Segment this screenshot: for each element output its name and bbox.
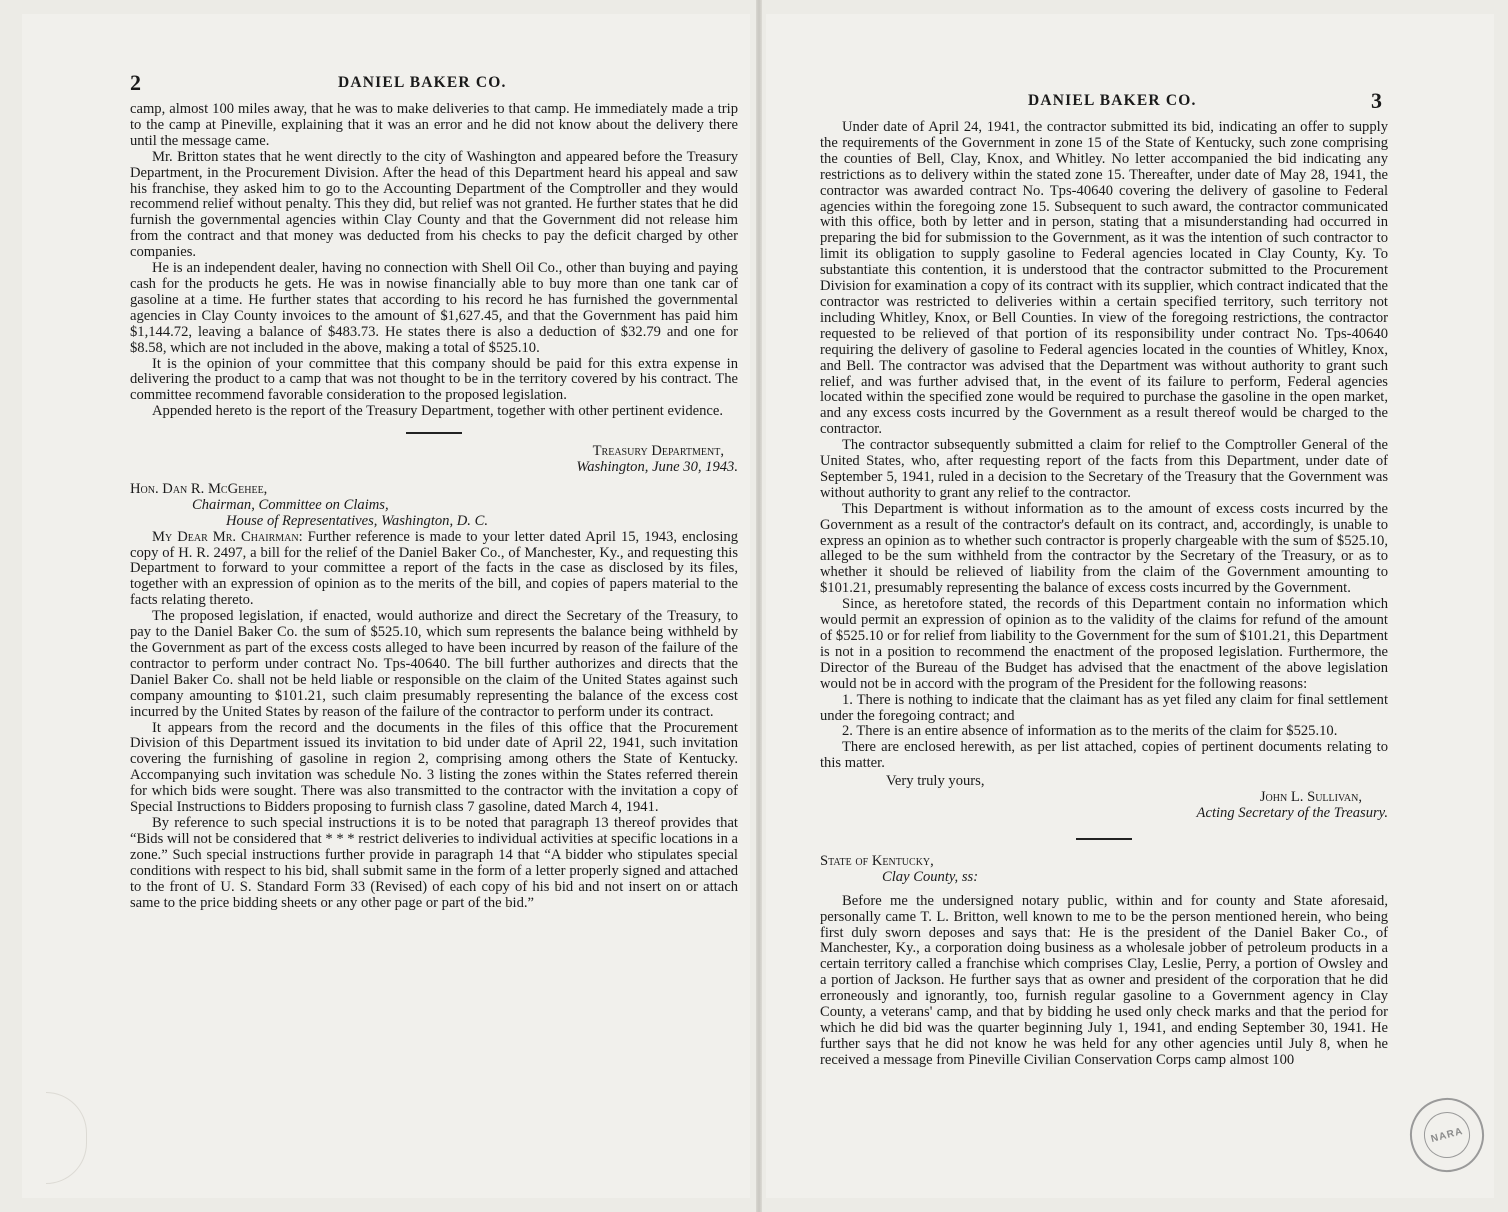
archive-seal-inner: NARA (1419, 1107, 1475, 1163)
paragraph: Since, as heretofore stated, the records of this Department contain no information which would permit an expression of opinion as to the validity of the claims for refund of the amount of $525.10 or for relief from liability to the Government for the sum of $101.21, this Department is not in a position to recommend the enactment of the proposed legislation. Furthermore, the Director of the Bureau of the Budget has advised that the enactment of the above legislation would not be in accord with the program of the President for the following reasons: (820, 596, 1388, 692)
paragraph: Appended hereto is the report of the Treasury Department, together with other pertinent evidence. (152, 403, 724, 420)
signer-title: Acting Secretary of the Treasury. (1196, 804, 1388, 821)
paragraph: Under date of April 24, 1941, the contractor submitted its bid, indicating an offer to supply the requirements of the Government in zone 15 of the State of Kentucky, such zone comprising the counties of Bell, Clay, Knox, and Whitley. No letter accompanied the bid indicating any restrictions as to delivery within the stated zone 15. Thereafter, under date of May 28, 1941, the contractor was awarded contract No. Tps-40640 covering the delivery of gasoline to Federal agencies within the foregoing zone 15. Subsequent to such award, the contractor communicated with this office, both by letter and in person, stating that a misunderstanding had occurred in preparing the bid for submission to the Government, as it was the intention of such contractor to limit its obligation to supply gasoline to Federal agencies located in Clay County, Ky. To substantiate this contention, it is understood that the contractor submitted to the Procurement Division for examination a copy of its contract with its supplier, which contract indicated that the contractor was restricted to deliveries within a certain specified territory, such territory not including Whitley, Knox, or Bell Counties. In view of the foregoing restrictions, the contractor requested to be relieved of that portion of its responsibility under contract No. Tps-40640 requiring the delivery of gasoline to Federal agencies located in the counties of Whitley, Knox, and Bell. The contractor was advised that the Department was without authority to grant such relief, and was further advised that, in the event of its failure to perform, Federal agencies located within the specified zone would be required to purchase the gasoline in the open market, and any excess costs incurred by the Government as a result thereof would be charged to the contractor. (820, 119, 1388, 438)
affidavit-text: Before me the undersigned notary public, within and for county and State aforesaid, personally came T. L. Britton, well known to me to be the person mentioned herein, who being first duly sworn deposes and says that: He is the president of the Daniel Baker Co., of Manchester, Ky., a corporation doing business as a wholesale jobber of petroleum products in a certain territory called a franchise which comprises Clay, Leslie, Perry, a portion of Owsley and a portion of Jackson. He further says that as owner and president of the corporation that he did erroneously and ignorantly, too, furnish regular gasoline to a Government agency in Clay County, a veterans' camp, and that by bidding he used only check marks and that the period for which he did bid was the quarter beginning July 1, 1941, and ending September 30, 1941. He further says that he did not know he was held for any other agencies until July 8, when he received a message from Pineville Civilian Conservation Corps camp almost 100 (820, 892, 1388, 1068)
paragraph: Mr. Britton states that he went directly to the city of Washington and appeared before the Treasury Department, in the Procurement Division. After the head of this Department heard his appeal and saw his franchise, they asked him to go to the Accounting Department of the Comptroller and they would recommend relief without penalty. This they did, but relief was not granted. He further states that he did furnish the governmental agencies within Clay County and that the Government did not release him from the contract and that money was deducted from his checks to pay the deficit charged by other companies. (130, 148, 738, 261)
dateline: Washington, June 30, 1943. (576, 459, 738, 476)
running-head: DANIEL BAKER CO. (1028, 92, 1197, 109)
letter-paragraph: It appears from the record and the documents in the files of this office that the Procurement Division of this Department issued its invitation to bid under date of April 22, 1941, such invitation covering the furnishing of gasoline in region 2, comprising among others the State of Kentucky. Accompanying such invitation was schedule No. 3 listing the zones within the States referred therein for which bids were sought. There was also transmitted to the contractor with the invitation a copy of Special Instructions to Bidders proposing to furnish class 7 gasoline, dated March 4, 1941. (130, 719, 738, 816)
list-item: 2. There is an entire absence of information as to the merits of the claim for $525.10. (842, 723, 1338, 740)
paragraph: camp, almost 100 miles away, that he was to make deliveries to that camp. He immediately made a trip to the camp at Pineville, explaining that it was an error and he did not know about the delivery there until the message came. (130, 101, 738, 149)
paragraph: He is an independent dealer, having no connection with Shell Oil Co., other than buying and paying cash for the products he gets. He was in nowise financially able to buy more than one tank car of gasoline at a time. He further states that according to his record he has furnished the governmental agencies in Clay County invoices to the amount of $1,627.45, and that the Government has paid him $1,144.72, leaving a balance of $483.73. He states there is also a deduction of $32.79 and one for $8.58, which are not included in the above, making a total of $525.10. (130, 260, 738, 356)
section-rule (1076, 838, 1132, 840)
paragraph: There are enclosed herewith, as per list attached, copies of pertinent documents relating to this matter. (820, 739, 1388, 772)
letterhead (130, 444, 738, 476)
addressee-house: House of Representatives, Washington, D. C. (226, 512, 488, 529)
venue-county: Clay County, ss: (882, 868, 979, 885)
running-head: DANIEL BAKER CO. (338, 74, 507, 91)
section-rule (406, 432, 462, 434)
venue-state: State of Kentucky, (820, 852, 934, 869)
letter-paragraph-text: Further reference is made to your letter dated April 15, 1943, enclosing copy of H. R. 2497, a bill for the relief of the Daniel Baker Co., of Manchester, Ky., and requesting this Department to forward to your committee a report of the facts in the case as disclosed by its files, together with an expression of opinion as to the merits of the bill, and copies of papers material to the facts relating thereto. (130, 528, 738, 609)
addressee-title: Chairman, Committee on Claims, (192, 496, 389, 513)
right-body (820, 120, 1388, 1069)
department-name: Treasury Department, (592, 443, 724, 460)
letter-paragraph (130, 530, 738, 610)
list-item: 1. There is nothing to indicate that the claimant has as yet filed any claim for final settlement under the foregoing contract; and (820, 691, 1388, 724)
paragraph: The contractor subsequently submitted a claim for relief to the Comptroller General of the United States, who, after requesting report of the facts from this Department, under date of September 5, 1941, ruled in a decision to the Secretary of the Treasury that the Government was without authority to grant any relief to the contractor. (820, 437, 1388, 501)
page-number: 2 (130, 70, 141, 95)
addressee-name: Hon. Dan R. McGehee, (130, 480, 268, 497)
page-gutter (756, 0, 762, 1212)
salutation: My Dear Mr. Chairman: (152, 528, 303, 545)
paragraph: It is the opinion of your committee that this company should be paid for this extra expense in delivering the product to a camp that was not thought to be in the territory covered by his contract. The committee recommend favorable consideration to the proposed legislation. (130, 355, 738, 404)
closing: Very truly yours, (886, 773, 985, 790)
page-number: 3 (1371, 88, 1382, 113)
signer-name: John L. Sullivan, (1259, 789, 1362, 806)
left-page (22, 14, 750, 1198)
faint-stamp-mark (46, 1092, 87, 1184)
right-page (766, 14, 1494, 1198)
letter-paragraph: The proposed legislation, if enacted, would authorize and direct the Secretary of the Treasury, to pay to the Daniel Baker Co. the sum of $525.10, which sum represents the balance being withheld by the Government as part of the excess costs alleged to have been incurred by reason of the failure of the contractor to perform under contract No. Tps-40640. The bill further authorizes and directs that the Daniel Baker Co. shall not be held liable or responsible on the claim of the United States against such company amounting to $101.21, such claim presumably representing the balance of the excess cost incurred by the United States by reason of the failure of the contractor to perform under its contract. (130, 608, 738, 720)
left-body (130, 102, 738, 911)
letter-paragraph: By reference to such special instructions it is to be noted that paragraph 13 thereof provides that “Bids will not be considered that * * * restrict deliveries to individual activities at specific locations in a zone.” Such special instructions further provide in paragraph 14 that “A bidder who stipulates special conditions with respect to his bid, shall submit same in the form of a letter properly signed and attached to the front of U. S. Standard Form 33 (Revised) of each copy of his bid and not insert on or attach same to the price bidding sheets or any other page or part of the bid.” (130, 814, 738, 911)
addressee-block (130, 482, 738, 530)
paragraph: This Department is without information as to the amount of excess costs incurred by the Government as a result of the contractor's default on its contract, and, accordingly, is unable to express an opinion as to whether such contractor is properly chargeable with the sum of $525.10, alleged to be the sum withheld from the contractor by the Secretary of the Treasury, or as to whether it should be relieved of liability from the claim of the Government amounting to $101.21, presumably representing the balance of excess costs incurred by the Government. (820, 500, 1388, 597)
